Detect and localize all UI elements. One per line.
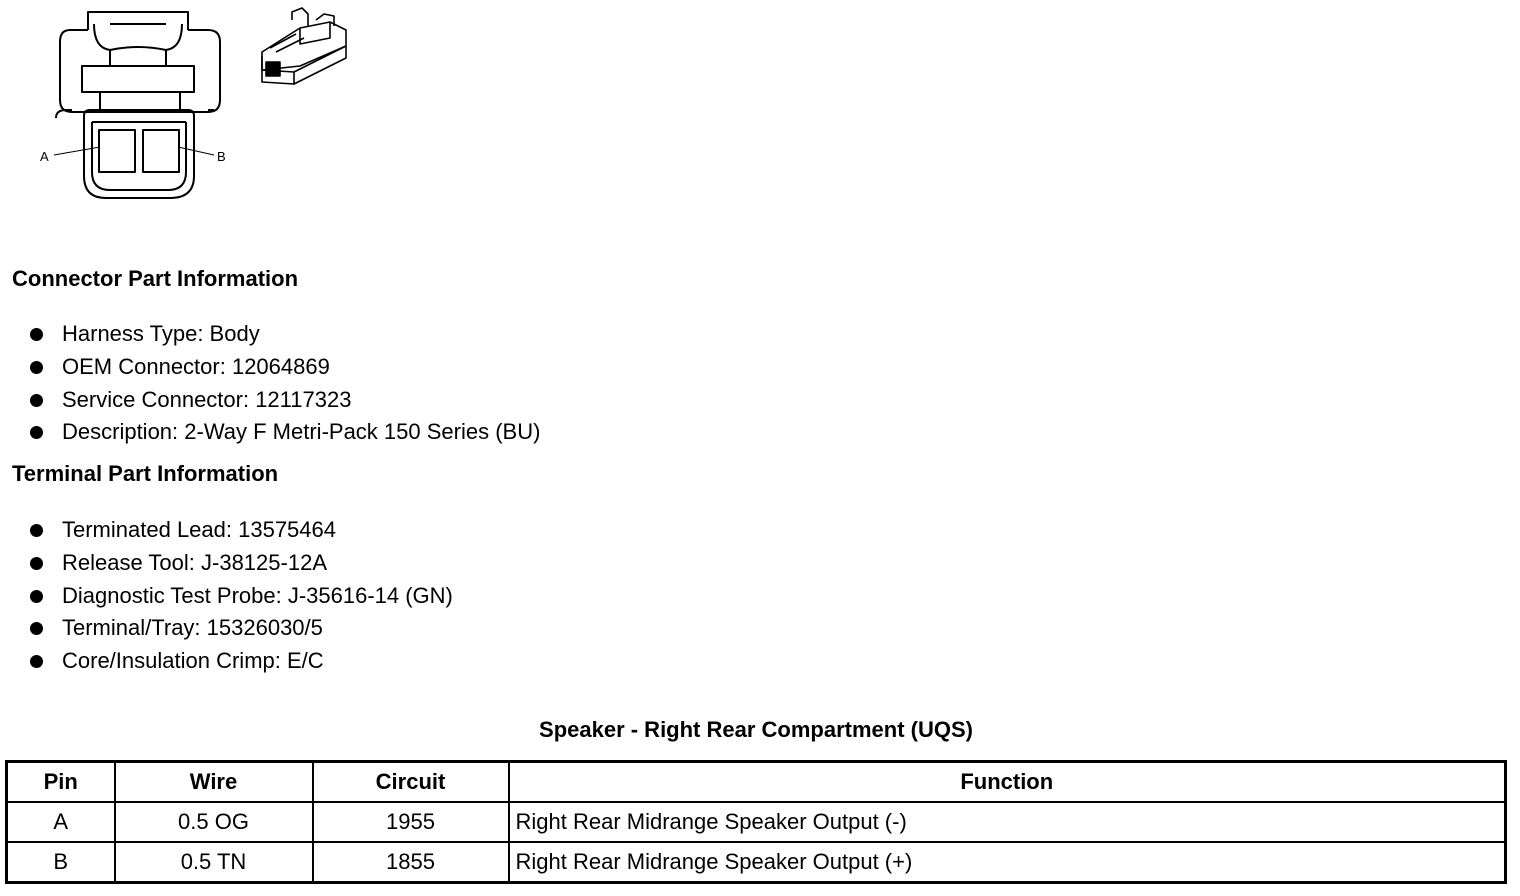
- connector-diagram: [0, 0, 380, 215]
- header-wire: Wire: [115, 762, 313, 803]
- list-item: Description: 2-Way F Metri-Pack 150 Series (BU): [0, 416, 540, 449]
- leader-line-b: [178, 147, 214, 155]
- pin-table: [5, 760, 1507, 884]
- list-item: OEM Connector: 12064869: [0, 351, 540, 384]
- table-header-row: [7, 762, 1506, 803]
- terminal-part-heading: Terminal Part Information: [12, 461, 279, 486]
- table-row: [7, 842, 1506, 883]
- cavity-a: [99, 130, 135, 172]
- bullet-icon: [30, 590, 43, 603]
- table-row: [7, 802, 1506, 842]
- connector-face-view: [56, 12, 220, 198]
- cell-pin: A: [7, 802, 115, 842]
- terminal-part-list: [0, 514, 453, 678]
- cell-pin: B: [7, 842, 115, 883]
- cell-wire: 0.5 OG: [115, 802, 313, 842]
- cell-wire: 0.5 TN: [115, 842, 313, 883]
- connector-part-list: [0, 318, 540, 449]
- bullet-icon: [30, 524, 43, 537]
- list-item: Diagnostic Test Probe: J-35616-14 (GN): [0, 580, 453, 613]
- connector-part-heading: Connector Part Information: [12, 266, 299, 291]
- cell-circuit: 1855: [313, 842, 509, 883]
- bullet-icon: [30, 655, 43, 668]
- header-circuit: Circuit: [313, 762, 509, 803]
- connector-isometric-view: [262, 8, 346, 84]
- pin-label-a: A: [40, 149, 49, 164]
- leader-line-a: [54, 147, 100, 155]
- list-item: Core/Insulation Crimp: E/C: [0, 645, 453, 678]
- bullet-icon: [30, 622, 43, 635]
- list-item: Release Tool: J-38125-12A: [0, 547, 453, 580]
- cell-function: Right Rear Midrange Speaker Output (-): [509, 802, 1506, 842]
- list-item: Terminal/Tray: 15326030/5: [0, 612, 453, 645]
- bullet-icon: [30, 328, 43, 341]
- cavity-b: [143, 130, 179, 172]
- bullet-icon: [30, 557, 43, 570]
- header-function: Function: [509, 762, 1506, 803]
- cell-function: Right Rear Midrange Speaker Output (+): [509, 842, 1506, 883]
- bullet-icon: [30, 361, 43, 374]
- cell-circuit: 1955: [313, 802, 509, 842]
- bullet-icon: [30, 426, 43, 439]
- list-item: Service Connector: 12117323: [0, 384, 540, 417]
- list-item: Harness Type: Body: [0, 318, 540, 351]
- pin-label-b: B: [217, 149, 226, 164]
- header-pin: Pin: [7, 762, 115, 803]
- bullet-icon: [30, 394, 43, 407]
- table-title: Speaker - Right Rear Compartment (UQS): [539, 717, 973, 742]
- list-item: Terminated Lead: 13575464: [0, 514, 453, 547]
